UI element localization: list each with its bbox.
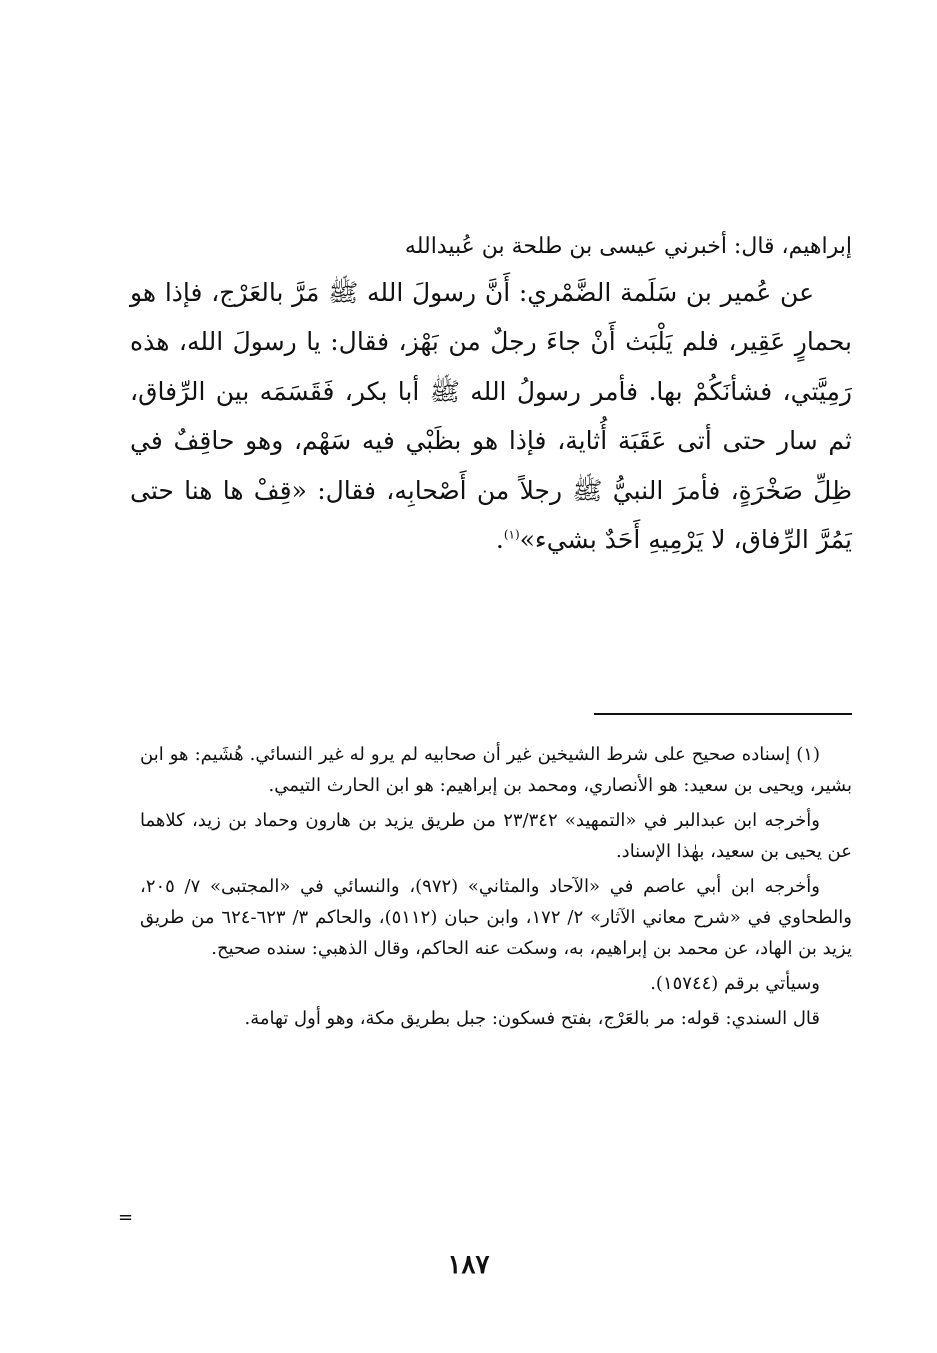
main-text [130,232,852,565]
footnotes-section [140,740,852,1039]
footnote-paragraph-2: وأخرجه ابن عبدالبر في «التمهيد» ٢٣/٣٤٢ من طريق يزيد بن هارون وحماد بن زيد، كلاهما عن يحيى بن سعيد، بهٰذا الإسناد. [140,809,852,862]
footnote-paragraph-5: قال السندي: قوله: مر بالعَرْج، بفتح فسكون: جبل بطريق مكة، وهو أول تهامة. [244,1007,820,1029]
page-number: ١٨٧ [447,1250,490,1280]
continuation-mark: = [118,1207,134,1228]
footnote-reference[interactable]: (١) [503,527,520,542]
footnote-1: (١) إسناده صحيح على شرط الشيخين غير أن صحابيه لم يرو له غير النسائي. هُشَيم: هو ابن بشير، ويحيى بن سعيد: هو الأنصاري، ومحمد بن إبراهيم: هو ابن الحارث التيمي. [140,744,852,796]
footnote-paragraph-4: وسيأتي برقم (١٥٧٤٤). [650,972,820,994]
footnote-divider [594,713,852,715]
paragraph-end-punct: . [495,525,504,555]
main-text-first-line: إبراهيم، قال: أخبرني عيسى بن طلحة بن عُبيدالله [404,234,852,259]
paragraph-body: عن عُمير بن سَلَمة الضَّمْري: أَنَّ رسولَ الله ﷺ مَرَّ بالعَرْج، فإذا هو بحمارٍ عَقِير، فلم يَلْبَث أَنْ جاءَ رجلٌ من بَهْز، فقال: يا رسولَ الله، هذه رَمِيَّتي، فشأنَكُمْ بها. فأمر رسولُ الله ﷺ أبا بكر، فَقَسَمَه بين الرِّفاق، ثم سار حتى أتى عَقَبَة أُثاية، فإذا هو بظَبْي فيه سَهْم، وهو حاقِفٌ في ظِلِّ صَخْرَةٍ، فأمرَ النبيُّ ﷺ رجلاً من أَصْحابِه، فقال: «قِفْ ها هنا حتى يَمُرَّ الرِّفاق، لا يَرْمِيهِ أَحَدٌ بشيء» [130,277,853,555]
footnote-paragraph-3: وأخرجه ابن أبي عاصم في «الآحاد والمثاني» (٩٧٢)، والنسائي في «المجتبى» ٧/ ٢٠٥، والطحاوي في «شرح معاني الآثار» ٢/ ١٧٢، وابن حبان (٥١١٢)، والحاكم ٣/ ٦٢٣-٦٢٤ من طريق يزيد بن الهاد، عن محمد بن إبراهيم، به، وسكت عنه الحاكم، وقال الذهبي: سنده صحيح. [140,875,852,959]
main-text-paragraph [130,268,852,565]
